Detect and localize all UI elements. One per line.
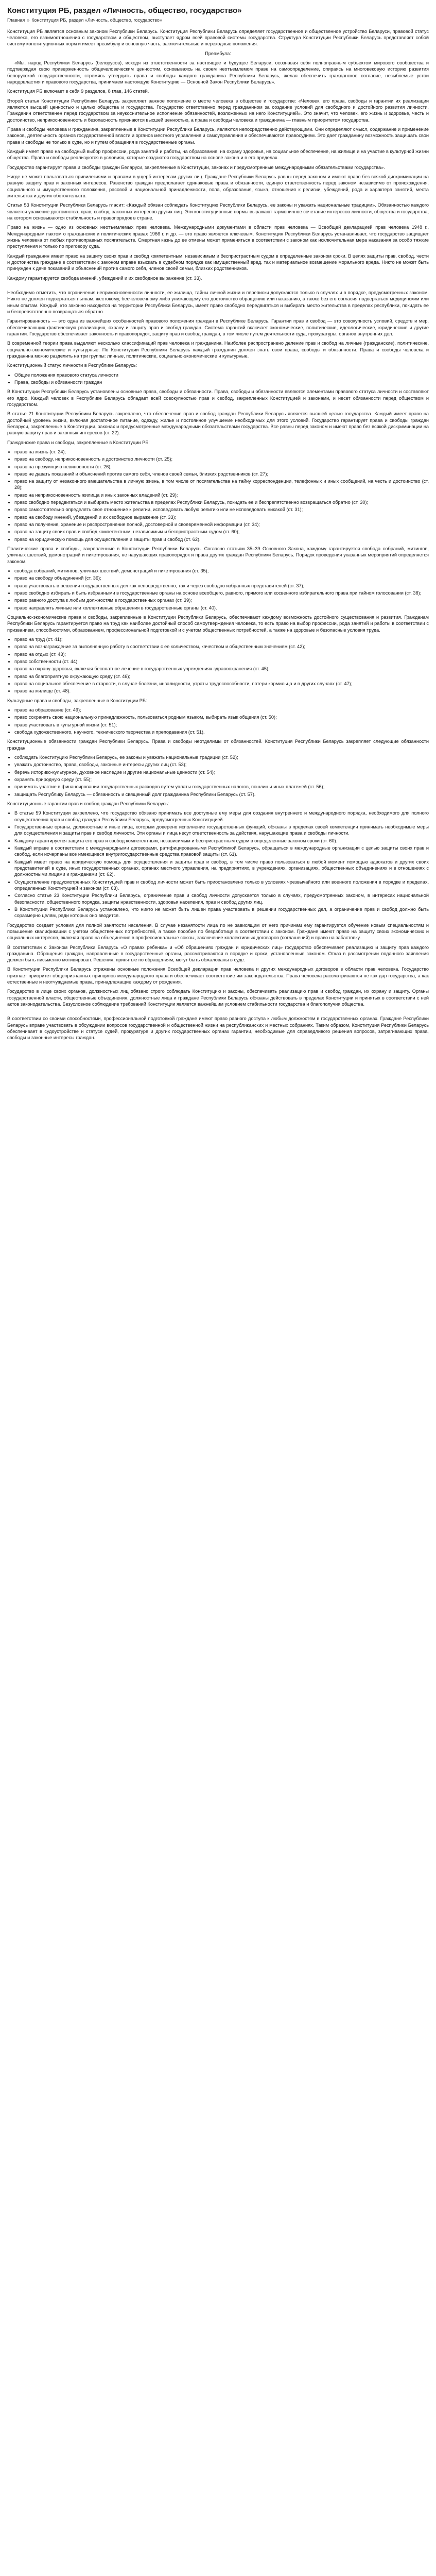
paragraph: «Мы, народ Республики Беларусь (белорусов), исходя из ответственности за настоящее и будущее Беларуси, осознавая себя полноправным субъектом мирового сообщества и подтверждая свою приверженность общечеловеческим ценностям, основываясь на своем неотъемлемом праве на самоопределение, опираясь на многовековую историю развития белорусской государственности, стремясь утвердить права и свободы каждого гражданина Республики Беларусь, желая обеспечить гражданское согласие, незыблемые устои народовластия и правового государства, принимаем настоящую Конституцию — Основной Закон Республики Беларусь». <box>7 60 429 85</box>
bullet-list <box>7 568 429 611</box>
paragraph: Права и свободы человека и гражданина, закрепленные в Конституции Республики Беларусь, являются непосредственно действующими. Они определяют смысл, содержание и применение законов, деятельность органов государственной власти и органов местного управления и самоуправления и обеспечиваются правосудием. Это дает гражданину возможность защищать свои права и свободы не только в суде, но и путем обращения в государственные органы. <box>7 127 429 145</box>
list-item: • Каждому гарантируется защита его прав и свобод компетентным, независимым и беспристрастным судом в определенные законом сроки (ст. 60). <box>14 838 429 844</box>
paragraph: Государство в лице своих органов, должностных лиц обязано строго соблюдать Конституцию и законы, обеспечивать реализацию прав и свобод граждан, их охрану и защиту. Органы государственной власти, общественные объединения, должностные лица и граждане Республики Беларусь обязаны действовать в пределах Конституции и принятых в соответствии с ней актов законодательства. Безусловное соблюдение требований Конституции является важнейшим условием стабильности государства и благополучия общества. <box>7 989 429 1007</box>
list-item: • право на образование (ст. 49); <box>14 707 429 713</box>
paragraph: Необходимо отметить, что ограничения неприкосновенности личности, ее жилища, тайны личной жизни и переписки допускаются только в случаях и в порядке, предусмотренных законом. Никто не должен подвергаться пыткам, жестокому, бесчеловечному либо унижающему его достоинство обращению или наказанию, а также без его согласия подвергаться медицинским или иным опытам. Каждый, кто законно находится на территории Республики Беларусь, имеет право свободно передвигаться и выбирать место жительства в пределах республики, покидать ее и беспрепятственно возвращаться обратно. <box>7 290 429 314</box>
paragraph: В соответствии со своими способностями, профессиональной подготовкой граждане имеют право равного доступа к любым должностям в государственных органах. Граждане Республики Беларусь вправе участвовать в обсуждении вопросов государственной и общественной жизни на республиканских и местных собраниях. Таким образом, Конституция Республики Беларусь обеспечивает в судоустройстве и статусе судей, прокуратуре и других государственных органах гарантии, необходимые для справедливого решения вопросов, затрагивающих права, свободы и законные интересы граждан. <box>7 1016 429 1041</box>
article-body <box>7 28 429 1041</box>
paragraph: Статья 53 Конституции Республики Беларусь гласит: «Каждый обязан соблюдать Конституцию Республики Беларусь, ее законы и уважать национальные традиции». Обязанностью каждого является уважение достоинства, прав, свобод, законных интересов других лиц. Эти конституционные нормы выражают гармоничное сочетание интересов личности, общества и государства, на котором основываются стабильность и правопорядок в стране. <box>7 202 429 221</box>
list-item: • право на свободу объединений (ст. 36); <box>14 575 429 581</box>
list-item: • Согласно статье 23 Конституции Республики Беларусь, ограничение прав и свобод личности допускается только в случаях, предусмотренных законом, в интересах национальной безопасности, общественного порядка, защиты нравственности, здоровья населения, прав и свобод других лиц. <box>14 892 429 905</box>
list-item: • право на свободу, неприкосновенность и достоинство личности (ст. 25); <box>14 456 429 462</box>
paragraph: Государство создает условия для полной занятости населения. В случае незанятости лица по не зависящим от него причинам ему гарантируется обучение новым специальностям и повышение квалификации с учетом общественных потребностей, а также пособие по безработице в соответствии с законом. Граждане имеют право на защиту своих экономических и социальных интересов, включая право на объединение в профессиональные союзы, заключение коллективных договоров (соглашений) и право на забастовку. <box>7 922 429 941</box>
list-item: • свобода собраний, митингов, уличных шествий, демонстраций и пикетирования (ст. 35); <box>14 568 429 574</box>
paragraph: Конституция РБ включает в себя 9 разделов, 8 глав, 146 статей. <box>7 89 149 94</box>
list-item: • право сохранять свою национальную принадлежность, пользоваться родным языком, выбирать язык общения (ст. 50); <box>14 714 429 720</box>
paragraph: Каждому гарантируется свобода мнений, убеждений и их свободное выражение (ст. 33). <box>7 275 202 281</box>
bullet-list <box>7 810 429 919</box>
list-item: • охранять природную среду (ст. 55); <box>14 776 429 783</box>
paragraph: Культурные права и свободы, закрепленные в Конституции РБ: <box>7 698 147 703</box>
paragraph: Социально-экономические права и свободы, закрепленные в Конституции Республики Беларусь, обеспечивают каждому возможность достойного существования и развития. Гражданам Республики Беларусь гарантируется право на труд как наиболее достойный способ самоутверждения человека, то есть право на выбор профессии, рода занятий и работы в соответствии с призванием, способностями, образованием, профессиональной подготовкой и с учетом общественных потребностей, а также на здоровые и безопасные условия труда. <box>7 615 429 633</box>
breadcrumb-separator: » <box>27 17 30 23</box>
list-item: • право собственности (ст. 44); <box>14 658 429 665</box>
paragraph: Конституция РБ является основным законом Республики Беларусь. Конституция Республики Беларусь определяет государственное и общественное устройство Беларуси, правовой статус человека, его взаимоотношения с государством и обществом, выступает ядром всей правовой системы государства. Структура Конституции Республики Беларусь представляет собой систему конституционных норм и имеет преамбулу и основную часть, заключительные и переходные положения. <box>7 28 429 47</box>
list-item: • В Конституции Республики Беларусь установлено, что никто не может быть лишен права участвовать в решении государственных дел, а ограничение прав и свобод должно быть соразмерно целям, ради которых оно вводится. <box>14 906 429 919</box>
bullet-list <box>7 636 429 694</box>
section-spacer <box>7 284 429 290</box>
bullet-list <box>7 707 429 735</box>
paragraph: Конституционные гарантии прав и свобод граждан Республики Беларусь: <box>7 801 169 806</box>
paragraph: Каждый имеет право на свободный выбор профессии, рода занятий и работы, на образование, на охрану здоровья, на социальное обеспечение, на жилище и на участие в культурной жизни общества. Права и свободы реализуются в условиях, которые создаются государством на основе закона и в его пределах. <box>7 149 429 161</box>
list-item: • право на вознаграждение за выполненную работу в соответствии с ее количеством, качеством и общественным значением (ст. 42); <box>14 643 429 650</box>
list-item: • принимать участие в финансировании государственных расходов путем уплаты государственных налогов, пошлин и иных платежей (ст. 56); <box>14 784 429 790</box>
bullet-list <box>7 372 429 386</box>
list-item: • Общие положения правового статуса личности <box>14 372 429 378</box>
list-item: • право свободно избирать и быть избранными в государственные органы на основе всеобщего, равного, прямого или косвенного избирательного права при тайном голосовании (ст. 38); <box>14 590 429 596</box>
list-item: • право направлять личные или коллективные обращения в государственные органы (ст. 40). <box>14 605 429 611</box>
list-item: • В статье 59 Конституции закреплено, что государство обязано принимать все доступные ему меры для создания внутреннего и международного порядка, необходимого для полного осуществления прав и свобод граждан Республики Беларусь, предусмотренных Конституцией. <box>14 810 429 823</box>
paragraph: Государство гарантирует права и свободы граждан Беларуси, закрепленные в Конституции, законах и предусмотренные международными обязательствами государства». <box>7 164 385 170</box>
paragraph: В Конституции Республики Беларусь установлены основные права, свободы и обязанности. Права, свободы и обязанности являются элементами правового статуса личности и составляют его ядро. Каждый человек в Республике Беларусь обладает всей совокупностью прав и свобод, закрепленных Конституцией и законами, и несет обязанности перед обществом и государством. <box>7 389 429 407</box>
bullet-list <box>7 754 429 798</box>
list-item: • защищать Республику Беларусь — обязанность и священный долг гражданина Республики Беларусь (ст. 57). <box>14 791 429 798</box>
list-item: • право на благоприятную окружающую среду (ст. 46); <box>14 673 429 680</box>
list-item: • право на презумпцию невиновности (ст. 26); <box>14 464 429 470</box>
list-item: • право не давать показаний и объяснений против самого себя, членов своей семьи, близких родственников (ст. 27); <box>14 471 429 477</box>
breadcrumb-home-link[interactable]: Главная <box>7 17 25 23</box>
list-item: • право участвовать в культурной жизни (ст. 51); <box>14 722 429 728</box>
list-item: • Осуществление предусмотренных Конституцией прав и свобод личности может быть приостановлено только в условиях чрезвычайного или военного положения в порядке и пределах, определенных Конституцией и законом (ст. 63). <box>14 879 429 892</box>
paragraph: Нигде не может пользоваться привилегиями и правами в ущерб интересам других лиц. Граждане Республики Беларусь равны перед законом и имеют право без всякой дискриминации на равную защиту прав и законных интересов. Равенство граждан предполагает одинаковые права и обязанности, единую ответственность перед законом независимо от происхождения, социального и имущественного положения, расовой и национальной принадлежности, пола, образования, языка, отношения к религии, убеждений, рода и характера занятий, места жительства и других обстоятельств. <box>7 174 429 199</box>
bullet-list <box>7 449 429 543</box>
list-item: • уважать достоинство, права, свободы, законные интересы других лиц (ст. 53); <box>14 761 429 768</box>
paragraph: В Конституции Республики Беларусь отражены основные положения Всеобщей декларации прав человека и других международных договоров в области прав человека. Государство признает приоритет общепризнанных принципов международного права и обеспечивает соответствие им законодательства. Права человека рассматриваются не как дар государства, а как естественные и неотчуждаемые права, принадлежащие каждому от рождения. <box>7 967 429 985</box>
paragraph: Конституционные обязанности граждан Республики Беларусь. Права и свободы неотделимы от обязанностей. Конституция Республики Беларусь закрепляет следующие обязанности граждан: <box>7 739 429 751</box>
list-item: • Каждый имеет право на юридическую помощь для осуществления и защиты прав и свобод, в том числе право пользоваться в любой момент помощью адвокатов и других своих представителей в суде, иных государственных органах, органах местного управления, на предприятиях, в учреждениях, организациях, общественных объединениях и в отношениях с должностными лицами и гражданами (ст. 62). <box>14 859 429 878</box>
paragraph: Право на жизнь — одно из основных неотъемлемых прав человека. Международными документами в области прав человека — Всеобщей декларацией прав человека 1948 г., Международным пактом о гражданских и политических правах 1966 г. и др. — это право является ключевым. Конституция Республики Беларусь устанавливает, что государство защищает жизнь человека от любых противоправных посягательств. Смертная казнь до ее отмены может применяться в соответствии с законом как исключительная мера наказания за особо тяжкие преступления и только по приговору суда. <box>7 225 429 249</box>
list-item: • право участвовать в решении государственных дел как непосредственно, так и через свободно избранных представителей (ст. 37); <box>14 583 429 589</box>
paragraph: Конституционный статус личности в Республике Беларусь: <box>7 363 137 368</box>
section-spacer <box>7 1010 429 1015</box>
list-item: • право на охрану здоровья, включая бесплатное лечение в государственных учреждениях здравоохранения (ст. 45); <box>14 666 429 672</box>
list-item: • Права, свободы и обязанности граждан <box>14 379 429 385</box>
breadcrumb-current: Конституция РБ, раздел «Личность, общество, государство» <box>31 17 162 23</box>
paragraph: В соответствии с Законом Республики Беларусь «О правах ребенка» и «Об обращениях граждан и юридических лиц» государство обеспечивает реализацию и защиту прав каждого гражданина. Обращения граждан, направленные в государственные органы, рассматриваются в порядке и сроки, установленные законом. Отказ в рассмотрении поданного заявления должен быть письменно мотивирован. Решения, принятые по обращениям, могут быть обжалованы в суде. <box>7 944 429 963</box>
list-item: • право на социальное обеспечение в старости, в случае болезни, инвалидности, утраты трудоспособности, потери кормильца и в других случаях (ст. 47); <box>14 681 429 687</box>
paragraph: Преамбула: <box>205 50 231 56</box>
list-item: • Каждый вправе в соответствии с международными договорами, ратифицированными Республикой Беларусь, обращаться в международные организации с целью защиты своих прав и свобод, если исчерпаны все имеющиеся внутригосударственные средства правовой защиты (ст. 61). <box>14 845 429 858</box>
list-item: • соблюдать Конституцию Республики Беларусь, ее законы и уважать национальные традиции (ст. 52); <box>14 754 429 760</box>
paragraph: Гражданские права и свободы, закрепленные в Конституции РБ: <box>7 439 150 445</box>
paragraph: Каждый гражданин имеет право на защиту своих прав и свобод компетентным, независимым и беспристрастным судом в определенные законом сроки. В целях защиты прав, свобод, чести и достоинства граждане в соответствии с законом вправе взыскать в судебном порядке как имущественный вред, так и материальное возмещение морального вреда. Никто не может быть принужден к даче показаний и объяснений против самого себя, членов своей семьи, близких родственников. <box>7 253 429 272</box>
breadcrumb <box>7 17 429 23</box>
list-item: • право на жизнь (ст. 24); <box>14 449 429 455</box>
list-item: • право на защиту своих прав и свобод компетентным, независимым и беспристрастным судом (ст. 60); <box>14 529 429 535</box>
paragraph: В современной теории права выделяют несколько классификаций прав человека и гражданина. Наиболее распространено деление прав и свобод на личные (гражданские), политические, социально-экономические и культурные. По Конституции Республики Беларусь каждый гражданин должен знать свои права, свободы и обязанности. Права и свободы человека и гражданина можно разделить на три группы: личные, политические, социально-экономические и культурные. <box>7 341 429 359</box>
list-item: • право на жилище (ст. 48). <box>14 688 429 694</box>
page-title: Конституция РБ, раздел «Личность, общество, государство» <box>7 6 242 15</box>
list-item: • право на труд (ст. 41); <box>14 636 429 642</box>
list-item: • право на защиту от незаконного вмешательства в личную жизнь, в том числе от посягательства на тайну корреспонденции, телефонных и иных сообщений, на честь и достоинство (ст. 28); <box>14 478 429 491</box>
list-item: • право на неприкосновенность жилища и иных законных владений (ст. 29); <box>14 492 429 498</box>
paragraph: В статье 21 Конституции Республики Беларусь закреплено, что обеспечение прав и свобод граждан Республики Беларусь является высшей целью государства. Каждый имеет право на достойный уровень жизни, включая достаточное питание, одежду, жилье и постоянное улучшение необходимых для этого условий. Государство гарантирует права и свободы граждан Беларуси, закрепленные в Конституции, законах и предусмотренные международными обязательствами государства. Все равны перед законом и имеют право без всякой дискриминации на равную защиту прав и законных интересов (ст. 22). <box>7 411 429 436</box>
list-item: • свобода художественного, научного, технического творчества и преподавания (ст. 51). <box>14 729 429 735</box>
list-item: • право равного доступа к любым должностям в государственных органах (ст. 39); <box>14 597 429 603</box>
paragraph: Политические права и свободы, закрепленные в Конституции Республики Беларусь. Согласно статьям 35–39 Основного Закона, каждому гарантируется свобода собраний, митингов, уличных шествий, демонстраций и пикетирования, не нарушающих правопорядок и права других граждан Республики Беларусь. Порядок проведения указанных мероприятий определяется законом. <box>7 546 429 564</box>
list-item: • право самостоятельно определять свое отношение к религии, исповедовать любую религию или не исповедовать никакой (ст. 31); <box>14 506 429 513</box>
list-item: • право на получение, хранение и распространение полной, достоверной и своевременной информации (ст. 34); <box>14 521 429 528</box>
paragraph: Гарантированность — это одна из важнейших особенностей правового положения граждан в Республике Беларусь. Гарантии прав и свобод — это совокупность условий, средств и мер, обеспечивающих фактическую реализацию, охрану и защиту прав и свобод граждан. Система гарантий включает экономические, политические, идеологические, юридические и другие гарантии. Государство обеспечивает законность и правопорядок, защиту прав и свобод граждан, в том числе путем деятельности суда, прокуратуры, органов внутренних дел. <box>7 318 429 336</box>
list-item: • право свободно передвигаться и выбирать место жительства в пределах Республики Беларусь, покидать ее и беспрепятственно возвращаться обратно (ст. 30); <box>14 499 429 505</box>
list-item: • беречь историко-культурное, духовное наследие и другие национальные ценности (ст. 54); <box>14 769 429 775</box>
list-item: • право на юридическую помощь для осуществления и защиты прав и свобод (ст. 62). <box>14 536 429 543</box>
list-item: • право на свободу мнений, убеждений и их свободное выражение (ст. 33); <box>14 514 429 520</box>
list-item: • Государственные органы, должностные и иные лица, которым доверено исполнение государственных функций, обязаны в пределах своей компетенции принимать необходимые меры для осуществления и защиты прав и свобод личности. Эти органы и лица несут ответственность за действия, нарушающие права и свободы личности. <box>14 824 429 837</box>
paragraph: Второй статья Конституции Республики Беларусь закрепляет важное положение о месте человека в обществе и государстве: «Человек, его права, свободы и гарантии их реализации являются высшей ценностью и целью общества и государства. Государство ответственно перед гражданином за создание условий для свободного и достойного развития личности. Гражданин ответственен перед государством за неукоснительное исполнение обязанностей, возложенных на него Конституцией». Это значит, что человек, его жизнь и здоровье, честь и достоинство, неприкосновенность и безопасность признаются высшей ценностью, а права и свободы человека и гражданина — главным приоритетом государства. <box>7 98 429 123</box>
list-item: • право на отдых (ст. 43); <box>14 651 429 657</box>
